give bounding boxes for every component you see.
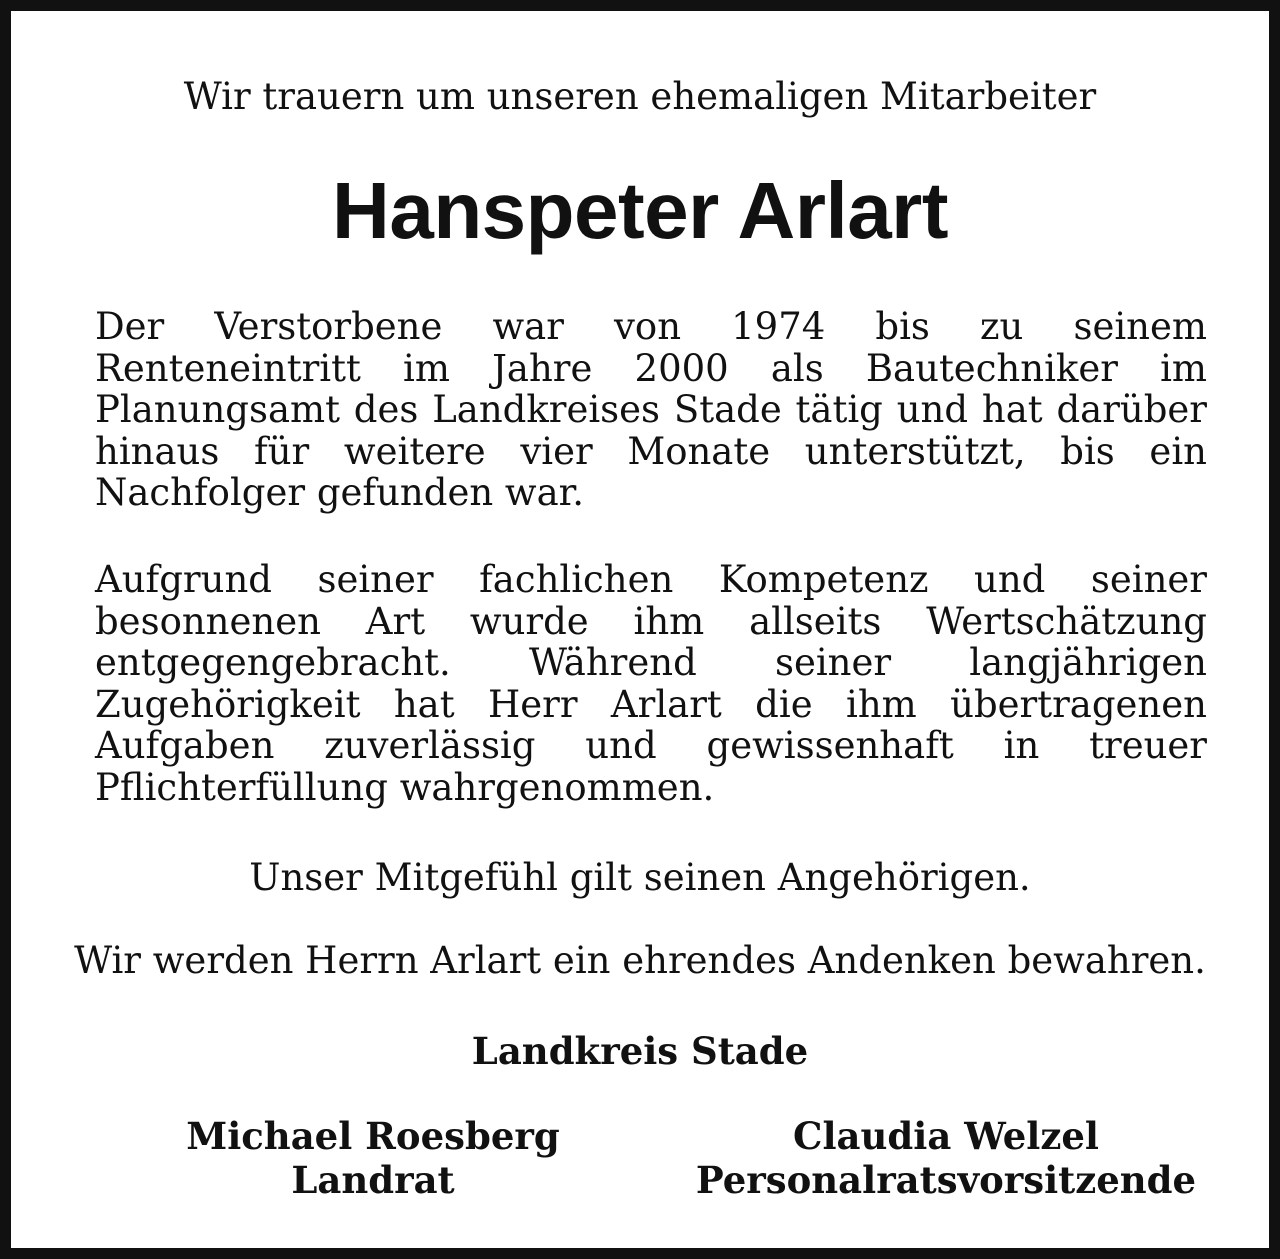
signatory-role: Personalratsvorsitzende: [695, 1158, 1197, 1202]
paragraph-career: [95, 306, 1207, 514]
signatory-name: Michael Roesberg: [186, 1114, 560, 1158]
text-line: Der Verstorbene war von 1974 bis zu seinem: [95, 305, 1207, 348]
signatory-role: Landrat: [291, 1158, 455, 1202]
intro-line: Wir trauern um unseren ehemaligen Mitarbeiter: [183, 75, 1097, 118]
paragraph-appreciation: [95, 559, 1207, 808]
text-line: besonnenen Art wurde ihm allseits Wertschätzung: [95, 599, 1207, 643]
text-line: Aufgaben zuverlässig und gewissenhaft in treuer: [95, 724, 1207, 767]
text-line: Renteneintritt im Jahre 2000 als Bautechniker im: [95, 346, 1207, 390]
text-line: Zugehörigkeit hat Herr Arlart die ihm übertragenen: [95, 682, 1207, 726]
text-line: hinaus für weitere vier Monate unterstützt, bis ein: [95, 429, 1207, 473]
memory-line: Wir werden Herrn Arlart ein ehrendes Andenken bewahren.: [74, 939, 1206, 982]
signatory-name: Claudia Welzel: [793, 1114, 1099, 1158]
text-line: entgegengebracht. Während seiner langjährigen: [95, 641, 1207, 684]
condolence-line: Unser Mitgefühl gilt seinen Angehörigen.: [249, 856, 1031, 899]
text-line: Nachfolger gefunden war.: [95, 471, 585, 514]
signature-block-left: [93, 1114, 653, 1202]
deceased-name: Hanspeter Arlart: [332, 166, 948, 255]
organization-name: Landkreis Stade: [471, 1029, 809, 1073]
text-line: Pflichterfüllung wahrgenommen.: [95, 765, 715, 809]
text-line: Aufgrund seiner fachlichen Kompetenz und seiner: [95, 558, 1207, 601]
signature-block-right: [666, 1114, 1226, 1202]
text-line: Planungsamt des Landkreises Stade tätig und hat darüber: [95, 388, 1207, 431]
